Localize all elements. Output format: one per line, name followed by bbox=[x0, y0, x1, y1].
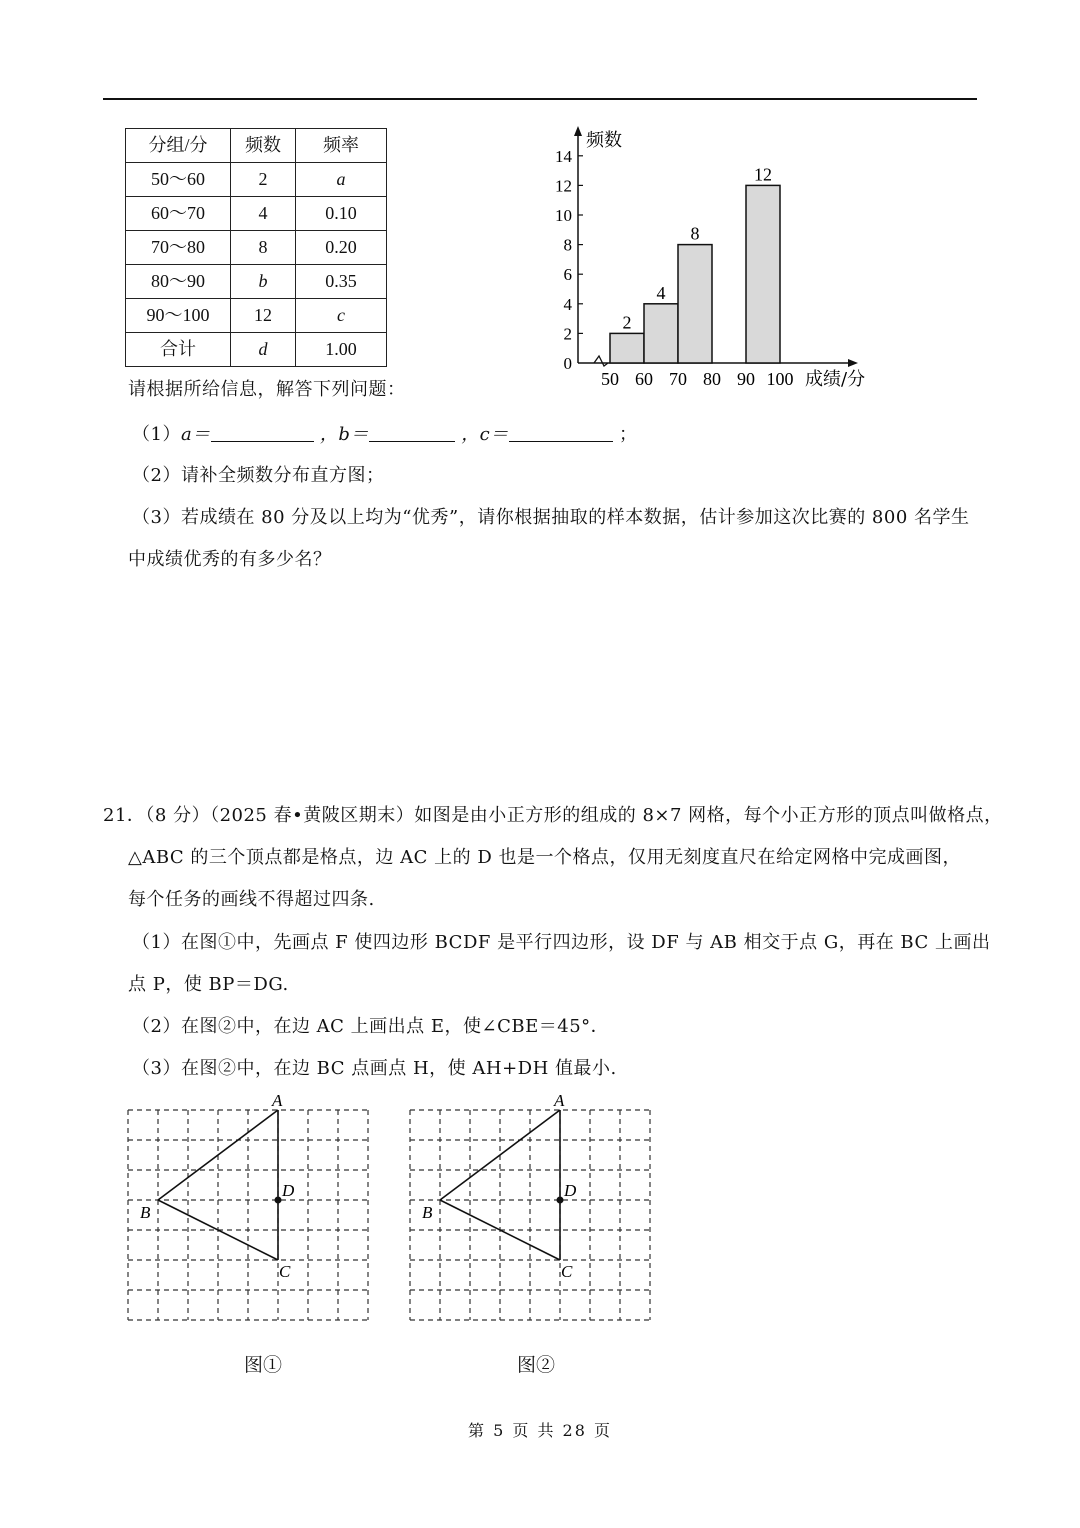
table-cell: c bbox=[296, 299, 387, 333]
y-tick-label: 4 bbox=[563, 294, 572, 314]
y-tick-label: 2 bbox=[563, 324, 572, 344]
histogram-bar bbox=[610, 333, 644, 363]
x-tick-label: 70 bbox=[669, 369, 687, 389]
label-d: D bbox=[282, 1181, 295, 1200]
q20-part1 bbox=[132, 423, 638, 446]
page-number: 第 5 页 共 28 页 bbox=[468, 1421, 612, 1440]
label-c: C bbox=[561, 1262, 573, 1281]
y-tick-label: 12 bbox=[555, 176, 572, 196]
header-rule bbox=[103, 98, 977, 100]
table-cell: 8 bbox=[231, 231, 296, 265]
table-cell: 1.00 bbox=[296, 333, 387, 367]
answer-blank-a bbox=[211, 423, 314, 442]
table-header-cell: 频率 bbox=[296, 129, 387, 163]
q20-part3-line2: 中成绩优秀的有多少名？ bbox=[128, 549, 332, 570]
grid-figure-1 bbox=[118, 1088, 380, 1328]
axis-break bbox=[594, 356, 608, 366]
answer-blank-b bbox=[369, 423, 455, 442]
y-tick-label: 10 bbox=[555, 206, 572, 225]
table-row bbox=[126, 299, 387, 333]
frequency-histogram bbox=[540, 120, 880, 400]
label-a: A bbox=[272, 1091, 283, 1110]
label-d: D bbox=[564, 1181, 577, 1200]
table-cell: b bbox=[231, 265, 296, 299]
figure-2-caption: 图② bbox=[517, 1354, 556, 1376]
y-tick-label: 14 bbox=[555, 146, 572, 166]
histogram-bar bbox=[644, 304, 678, 363]
table-cell: 合计 bbox=[126, 333, 231, 367]
label-c: C bbox=[279, 1262, 291, 1281]
table-row bbox=[126, 333, 387, 367]
bar-value-label: 8 bbox=[690, 223, 700, 244]
q20-part1-prefix: （1） bbox=[132, 424, 181, 445]
q21-part1-line1: （1）在图①中，先画点 F 使四边形 BCDF 是平行四边形，设 DF 与 AB 相交于点 G，再在 BC 上画出 bbox=[132, 932, 991, 953]
table-row bbox=[126, 265, 387, 299]
answer-blank-c bbox=[509, 423, 613, 442]
q20-intro: 请根据所给信息，解答下列问题： bbox=[128, 379, 406, 400]
label-b: B bbox=[422, 1203, 433, 1222]
q21-line3: 每个任务的画线不得超过四条. bbox=[128, 889, 375, 910]
y-axis-arrow bbox=[574, 126, 582, 136]
table-cell: 12 bbox=[231, 299, 296, 333]
label-b: B bbox=[140, 1203, 151, 1222]
bar-value-label: 2 bbox=[622, 312, 632, 333]
table-cell: 80～90 bbox=[126, 265, 231, 299]
table-cell: 90～100 bbox=[126, 299, 231, 333]
bar-value-label: 4 bbox=[656, 282, 666, 303]
grid-figure-2 bbox=[400, 1088, 662, 1328]
label-a: A bbox=[554, 1091, 565, 1110]
table-cell: 70～80 bbox=[126, 231, 231, 265]
table-cell: 0.10 bbox=[296, 197, 387, 231]
table-header-cell: 频数 bbox=[231, 129, 296, 163]
table-cell: 0.35 bbox=[296, 265, 387, 299]
table-header-row bbox=[126, 129, 387, 163]
x-tick-label: 80 bbox=[703, 369, 721, 389]
table-row bbox=[126, 197, 387, 231]
x-axis-arrow bbox=[848, 359, 858, 367]
x-tick-label: 90 bbox=[737, 369, 755, 389]
q20-b-label: ，b＝ bbox=[319, 424, 369, 445]
point-d bbox=[557, 1197, 564, 1204]
x-tick-label: 60 bbox=[635, 369, 653, 389]
table-cell: a bbox=[296, 163, 387, 197]
table-cell: 4 bbox=[231, 197, 296, 231]
table-cell: 0.20 bbox=[296, 231, 387, 265]
histogram-bar bbox=[678, 245, 712, 363]
q21-part2: （2）在图②中，在边 AC 上画出点 E，使∠CBE＝45°． bbox=[132, 1016, 610, 1037]
table-cell: 2 bbox=[231, 163, 296, 197]
y-axis-label: 频数 bbox=[586, 130, 622, 151]
x-tick-label: 100 bbox=[766, 369, 794, 389]
histogram-bar bbox=[746, 185, 780, 363]
table-row bbox=[126, 163, 387, 197]
y-tick-label: 8 bbox=[563, 235, 572, 255]
q20-a-label: a＝ bbox=[180, 424, 211, 445]
q20-part1-end: ； bbox=[619, 424, 638, 445]
q20-part3-line1: （3）若成绩在 80 分及以上均为“优秀”，请你根据抽取的样本数据，估计参加这次比赛的 800 名学生 bbox=[132, 507, 970, 528]
table-row bbox=[126, 231, 387, 265]
table-cell: 50～60 bbox=[126, 163, 231, 197]
q21-line2: △ABC 的三个顶点都是格点，边 AC 上的 D 也是一个格点，仅用无刻度直尺在给定网格中完成画图， bbox=[128, 847, 961, 868]
figure-1-caption: 图① bbox=[244, 1354, 283, 1376]
frequency-table bbox=[125, 128, 387, 367]
q20-part2: （2）请补全频数分布直方图； bbox=[132, 465, 385, 486]
x-tick-label: 50 bbox=[601, 369, 619, 389]
table-cell: d bbox=[231, 333, 296, 367]
q20-c-label: ，c＝ bbox=[461, 424, 509, 445]
table-cell: 60～70 bbox=[126, 197, 231, 231]
q21-line1: 21．（8 分）（2025 春•黄陂区期末）如图是由小正方形的组成的 8×7 网格，每个小正方形的顶点叫做格点， bbox=[103, 805, 1003, 826]
bar-value-label: 12 bbox=[754, 164, 772, 185]
y-tick-label: 6 bbox=[563, 265, 572, 285]
x-axis-label: 成绩/分 bbox=[805, 369, 866, 390]
y-tick-label: 0 bbox=[563, 354, 572, 373]
q21-part3: （3）在图②中，在边 BC 点画点 H，使 AH+DH 值最小. bbox=[132, 1058, 617, 1079]
point-d bbox=[275, 1197, 282, 1204]
q21-part1-line2: 点 P，使 BP＝DG. bbox=[128, 974, 289, 995]
table-header-cell: 分组/分 bbox=[126, 129, 231, 163]
